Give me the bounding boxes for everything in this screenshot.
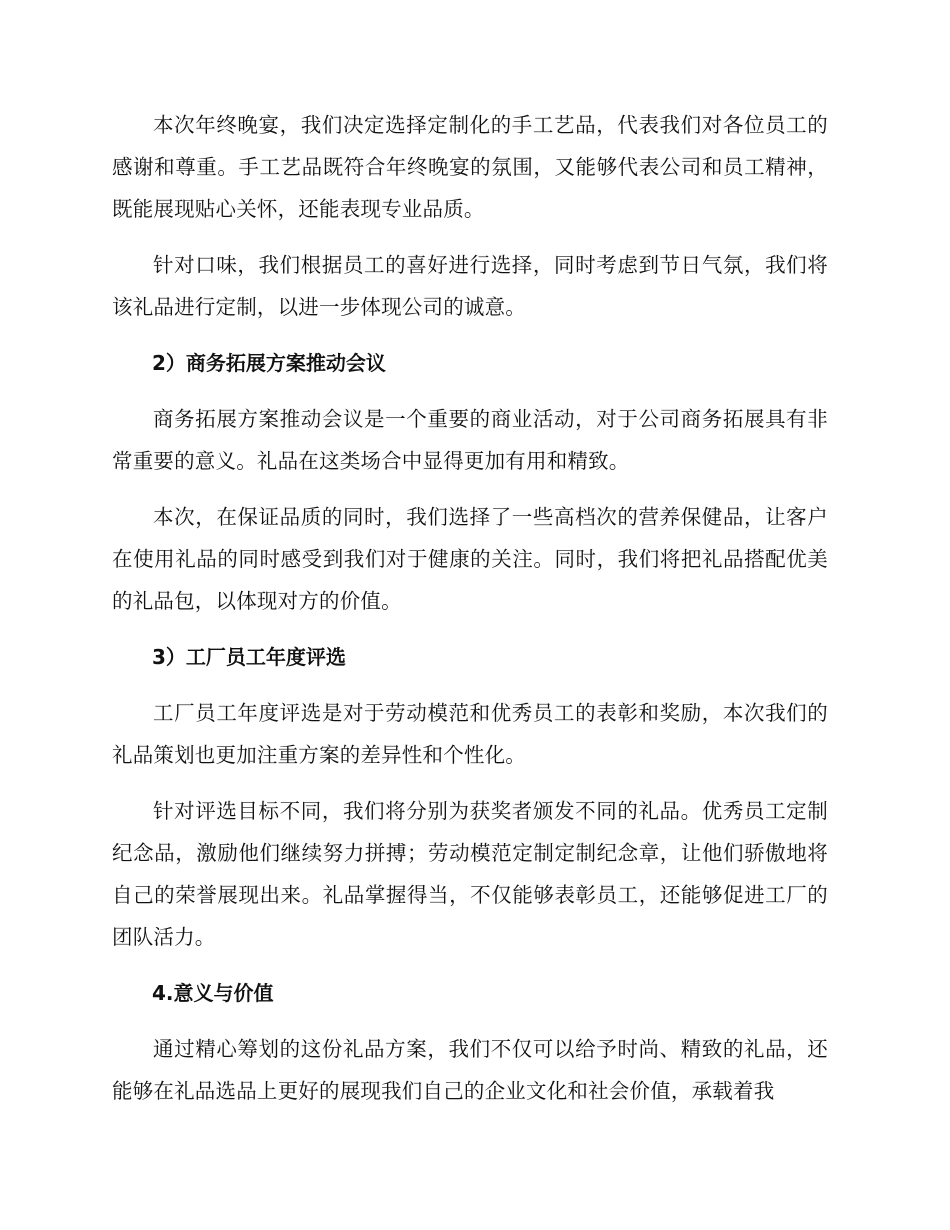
paragraph-significance: 通过精心筹划的这份礼品方案，我们不仅可以给予时尚、精致的礼品，还能够在礼品选品上更好的展现我们自己的企业文化和社会价值，承载着我 bbox=[112, 1037, 828, 1103]
section-heading-factory-selection: 3）工厂员工年度评选 bbox=[152, 645, 346, 669]
paragraph-year-end-banquet-gift: 本次年终晚宴，我们决定选择定制化的手工艺品，代表我们对各位员工的感谢和尊重。手工艺品既符合年终晚宴的氛围，又能够代表公司和员工精神，既能展现贴心关怀，还能表现专业品质。 bbox=[112, 113, 828, 221]
paragraph-business-meeting-intro: 商务拓展方案推动会议是一个重要的商业活动，对于公司商务拓展具有非常重要的意义。礼品在这类场合中显得更加有用和精致。 bbox=[112, 407, 828, 473]
paragraph-taste-customization: 针对口味，我们根据员工的喜好进行选择，同时考虑到节日气氛，我们将该礼品进行定制，以进一步体现公司的诚意。 bbox=[112, 253, 828, 319]
section-heading-significance: 4.意义与价值 bbox=[152, 981, 274, 1005]
paragraph-award-gifts: 针对评选目标不同，我们将分别为获奖者颁发不同的礼品。优秀员工定制纪念品，激励他们继续努力拼搏；劳动模范定制定制纪念章，让他们骄傲地将自己的荣誉展现出来。礼品掌握得当，不仅能够表彰员工，还能够促进工厂的团队活力。 bbox=[112, 799, 828, 949]
section-heading-business-expansion: 2）商务拓展方案推动会议 bbox=[152, 351, 386, 375]
paragraph-factory-selection-intro: 工厂员工年度评选是对于劳动模范和优秀员工的表彰和奖励，本次我们的礼品策划也更加注重方案的差异性和个性化。 bbox=[112, 701, 828, 767]
paragraph-health-products: 本次，在保证品质的同时，我们选择了一些高档次的营养保健品，让客户在使用礼品的同时感受到我们对于健康的关注。同时，我们将把礼品搭配优美的礼品包，以体现对方的价值。 bbox=[112, 505, 828, 613]
